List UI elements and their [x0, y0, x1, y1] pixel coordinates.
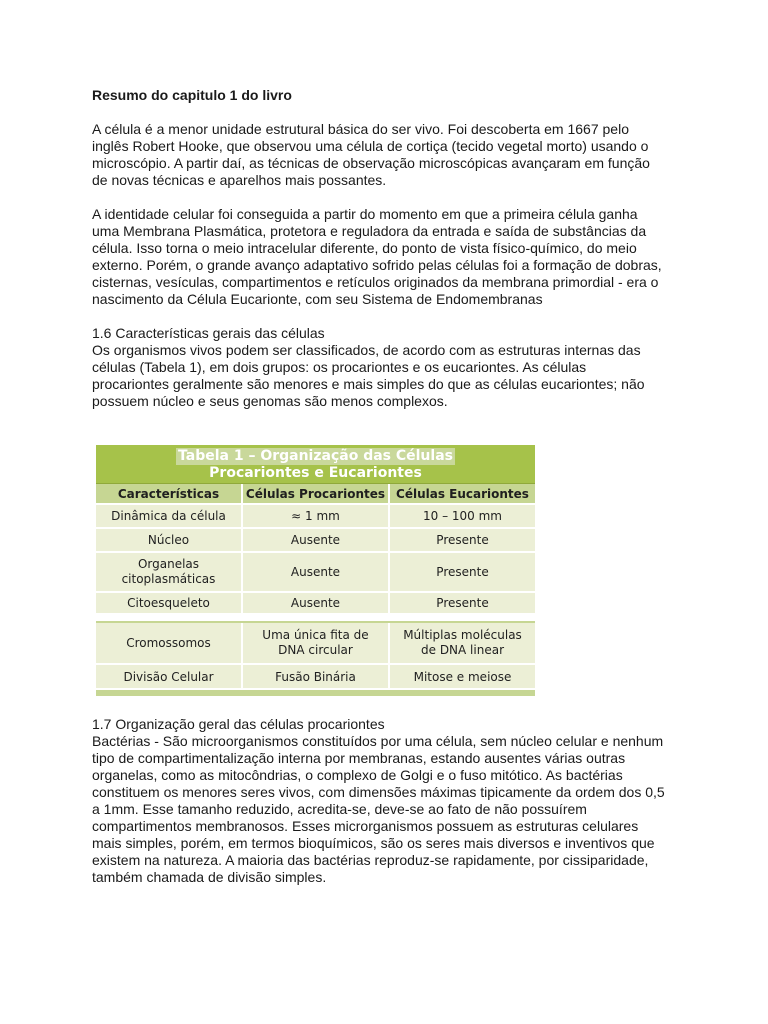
table-row — [96, 592, 535, 614]
table-bottom-border — [96, 690, 535, 696]
table-subtitle: Procariontes e Eucariontes — [209, 465, 422, 481]
table-cell: Divisão Celular — [96, 664, 242, 689]
table-cell: Cromossomos — [96, 622, 242, 664]
cell-organization-table — [96, 445, 535, 696]
table-title-block — [96, 445, 535, 484]
table-cell: Mitose e meiose — [389, 664, 535, 689]
document-title: Resumo do capitulo 1 do livro — [92, 87, 292, 103]
table-cell: Dinâmica da célula — [96, 504, 242, 528]
table-cell: 10 – 100 mm — [389, 504, 535, 528]
table-cell: ≈ 1 mm — [242, 504, 389, 528]
paragraph-intro: A célula é a menor unidade estrutural básica do ser vivo. Foi descoberta em 1667 pelo inglês Robert Hooke, que observou uma célula de cortiça (tecido vegetal morto) usando o microscópio. A partir daí, as técnicas de observação microscópicas avançaram em função de novas técnicas e aparelhos mais possantes. — [92, 121, 650, 188]
section-heading-1-6: 1.6 Características gerais das células — [92, 325, 325, 341]
table-cell: Presente — [389, 552, 535, 592]
table-cell: Ausente — [242, 552, 389, 592]
table-row — [96, 622, 535, 664]
table-cell: Citoesqueleto — [96, 592, 242, 614]
table-cell: Presente — [389, 592, 535, 614]
table-separator — [96, 614, 535, 622]
column-header: Características — [96, 484, 242, 504]
table-cell: Fusão Binária — [242, 664, 389, 689]
table-cell: Múltiplas moléculas de DNA linear — [389, 622, 535, 664]
section-heading-1-7: 1.7 Organização geral das células procariontes — [92, 716, 385, 732]
table-cell: Presente — [389, 528, 535, 552]
section-text-1-7: Bactérias - São microorganismos constituídos por uma célula, sem núcleo celular e nenhum tipo de compartimentalização interna por membranas, estando ausentes várias outras organelas, como as mitocôndrias, o complexo de Golgi e o fuso mitótico. As bactérias constituem os menores seres vivos, com dimensões máximas tipicamente da ordem dos 0,5 a 1mm. Esse tamanho reduzido, acredita-se, deve-se ao fato de não possuírem compartimentos membranosos. Esses microrganismos possuem as estruturas celulares mais simples, porém, em termos bioquímicos, são os seres mais diversos e inventivos que existem na natureza. A maioria das bactérias reproduz-se rapidamente, por cissiparidade, também chamada de divisão simples. — [92, 733, 665, 885]
paragraph-identity: A identidade celular foi conseguida a partir do momento em que a primeira célula ganha uma Membrana Plasmática, protetora e reguladora da entrada e saída de substâncias da célula. Isso torna o meio intracelular diferente, do ponto de vista físico-químico, do meio externo. Porém, o grande avanço adaptativo sofrido pelas células foi a formação de dobras, cisternas, vesículas, compartimentos e retículos originados da membrana primordial - era o nascimento da Célula Eucarionte, com seu Sistema de Endomembranas — [92, 206, 662, 307]
document-body — [92, 87, 682, 410]
table-cell: Uma única fita de DNA circular — [242, 622, 389, 664]
section-text-1-6: Os organismos vivos podem ser classificados, de acordo com as estruturas internas das células (Tabela 1), em dois grupos: os procariontes e os eucariontes. As células procariontes geralmente são menores e mais simples do que as células eucariontes; não possuem núcleo e seus genomas são menos complexos. — [92, 342, 645, 409]
document-body-continued — [92, 716, 682, 886]
table-cell: Ausente — [242, 592, 389, 614]
column-header: Células Procariontes — [242, 484, 389, 504]
table-row — [96, 528, 535, 552]
table-cell: Organelas citoplasmáticas — [96, 552, 242, 592]
column-header: Células Eucariontes — [389, 484, 535, 504]
table-row — [96, 664, 535, 689]
table-cell: Ausente — [242, 528, 389, 552]
table-grid — [96, 484, 535, 690]
table-cell: Núcleo — [96, 528, 242, 552]
table-row — [96, 504, 535, 528]
table-row — [96, 552, 535, 592]
table-title: Tabela 1 – Organização das Células — [178, 448, 453, 464]
